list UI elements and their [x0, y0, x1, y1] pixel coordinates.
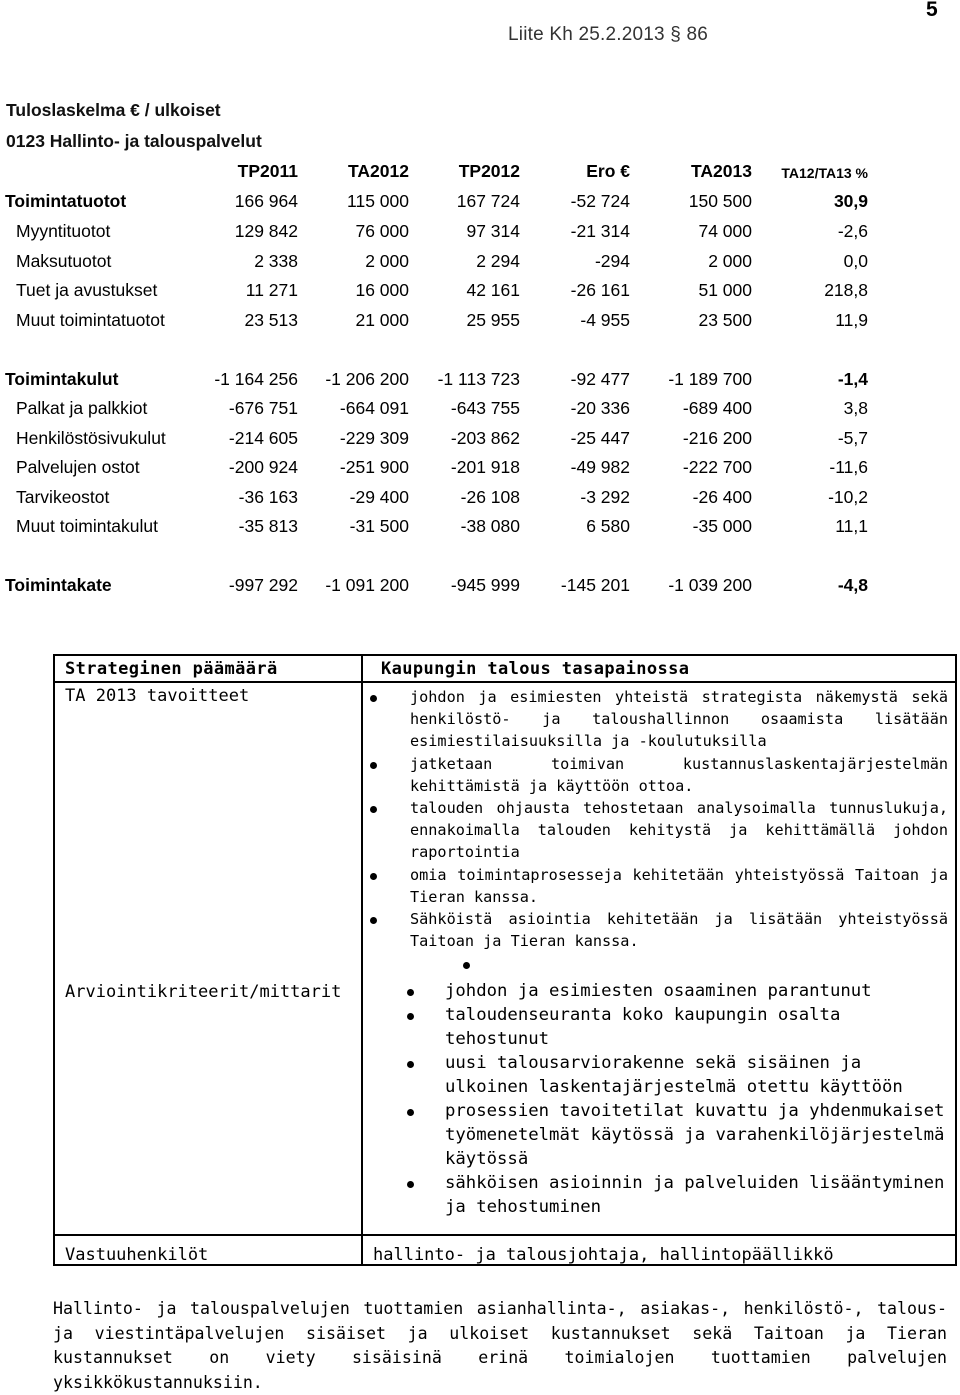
cell: -145 201	[560, 575, 630, 595]
list-item: sähköisen asioinnin ja palveluiden lisääntyminen ja tehostuminen	[445, 1171, 945, 1219]
cell: -20 336	[570, 398, 630, 418]
row-divider	[55, 681, 955, 683]
cell: 166 964	[234, 191, 298, 211]
row-label: Tarvikeostot	[16, 487, 110, 507]
cell: 218,8	[824, 280, 868, 300]
cell: -35 000	[692, 516, 752, 536]
bullet-icon	[370, 917, 377, 924]
cell: 2 294	[476, 251, 520, 271]
bullet-icon	[463, 962, 470, 969]
cell: -29 400	[349, 487, 409, 507]
cell: -38 080	[460, 516, 520, 536]
cell: -997 292	[228, 575, 298, 595]
cell: -26 400	[692, 487, 752, 507]
column-header: TA2012	[348, 161, 409, 181]
cell: 2 000	[708, 251, 752, 271]
table-row	[0, 428, 960, 454]
cell: -1 206 200	[325, 369, 409, 389]
bullet-icon	[407, 1061, 414, 1068]
table-row	[0, 398, 960, 424]
column-header: TP2012	[458, 161, 520, 181]
page-number: 5	[926, 0, 938, 21]
table-row	[0, 310, 960, 336]
strategy-table	[53, 654, 957, 1266]
cell: -31 500	[349, 516, 409, 536]
cell: -1 039 200	[668, 575, 752, 595]
cell: -1 164 256	[214, 369, 298, 389]
row-label: Tuet ja avustukset	[16, 280, 158, 300]
row-label: Toimintakulut	[5, 369, 119, 389]
table-row	[0, 516, 960, 542]
bullet-icon	[407, 1109, 414, 1116]
cell: 150 500	[688, 191, 752, 211]
cell: -664 091	[339, 398, 409, 418]
list-item: johdon ja esimiesten yhteistä strategista näkemystä sekä henkilöstö- ja taloushallinnon osaamista lisätään esimiestilaisuuksilla ja -koulutuksilla	[410, 686, 948, 753]
cell: 76 000	[355, 221, 409, 241]
table-row-income-total	[0, 191, 960, 217]
row-label: Myyntituotot	[16, 221, 111, 241]
row-label: Toimintakate	[5, 575, 112, 595]
cell: -11,6	[829, 457, 868, 477]
bullet-icon	[370, 695, 377, 702]
footnote: Hallinto- ja talouspalvelujen tuottamien asianhallinta-, asiakas-, henkilöstö-, talous- ja viestintäpalvelujen sisäiset ja ulkoiset kustannukset sekä Taitoan ja Tieran kustannukset on viety sisäisinä erinä toimialojen tuottamien palvelujen yksikkökustannuksiin.	[53, 1299, 947, 1392]
cell: 74 000	[698, 221, 752, 241]
row-label: Palkat ja palkkiot	[16, 398, 148, 418]
table-row	[0, 251, 960, 277]
cell: 115 000	[347, 191, 409, 211]
cell: 42 161	[466, 280, 520, 300]
goal-label: Strateginen päämäärä	[65, 659, 278, 679]
cell: 2 000	[365, 251, 409, 271]
report-title: Tuloslaskelma € / ulkoiset	[6, 100, 221, 120]
cell: 25 955	[466, 310, 520, 330]
list-item: talouden ohjausta tehostetaan analysoimalla tunnuslukuja, ennakoimalla talouden kehitystä ja kehittämällä johdon raportointia	[410, 797, 948, 864]
cell: -25 447	[570, 428, 630, 448]
cell: -1 091 200	[325, 575, 409, 595]
cell: 3,8	[843, 398, 868, 418]
list-item: prosessien tavoitetilat kuvattu ja yhdenmukaiset työmenetelmät käytössä ja varahenkilöjärjestelmä käytössä	[445, 1099, 945, 1171]
bullet-icon	[370, 873, 377, 880]
cell: -200 924	[228, 457, 298, 477]
cell: 21 000	[355, 310, 409, 330]
cell: -4,8	[837, 575, 868, 595]
cell: -35 813	[238, 516, 298, 536]
table-row-operating-margin	[0, 575, 960, 601]
bullet-icon	[407, 1181, 414, 1188]
cell: -201 918	[450, 457, 520, 477]
cell: -643 755	[450, 398, 520, 418]
row-label: Maksutuotot	[16, 251, 112, 271]
cell: -214 605	[228, 428, 298, 448]
row-label: Muut toimintatuotot	[16, 310, 165, 330]
bullet-icon	[407, 1013, 414, 1020]
cell: -36 163	[238, 487, 298, 507]
table-row	[0, 221, 960, 247]
list-item: omia toimintaprosesseja kehitetään yhteistyössä Taitoan ja Tieran kanssa.	[410, 864, 948, 908]
bullet-icon	[370, 806, 377, 813]
cell: 0,0	[843, 251, 868, 271]
criteria-list	[445, 979, 945, 1219]
cell: -1,4	[837, 369, 868, 389]
cell: 129 842	[234, 221, 298, 241]
cell: -26 161	[570, 280, 630, 300]
cell: -3 292	[580, 487, 630, 507]
bullet-icon	[370, 762, 377, 769]
cell: -2,6	[837, 221, 868, 241]
cell: 2 338	[254, 251, 298, 271]
list-item: taloudenseuranta koko kaupungin osalta tehostunut	[445, 1003, 945, 1051]
cell: -222 700	[682, 457, 752, 477]
responsible-label: Vastuuhenkilöt	[65, 1245, 209, 1265]
row-label: Palvelujen ostot	[16, 457, 140, 477]
list-item: Sähköistä asiointia kehitetään ja lisätään yhteistyössä Taitoan ja Tieran kanssa.	[410, 908, 948, 952]
cell: -52 724	[570, 191, 630, 211]
row-divider	[55, 1234, 955, 1236]
cell: 97 314	[466, 221, 520, 241]
table-header	[0, 161, 960, 187]
column-header: TP2011	[237, 161, 298, 181]
cell: -5,7	[837, 428, 868, 448]
cell: -251 900	[339, 457, 409, 477]
cell: -945 999	[450, 575, 520, 595]
cell: -1 189 700	[668, 369, 752, 389]
list-item: johdon ja esimiesten osaaminen parantunut	[445, 979, 945, 1003]
attachment-label: Liite Kh 25.2.2013 § 86	[508, 24, 709, 45]
cell: 30,9	[833, 191, 868, 211]
cell: -1 113 723	[437, 369, 520, 389]
table-row	[0, 457, 960, 483]
cell: -92 477	[570, 369, 630, 389]
cell: -4 955	[580, 310, 630, 330]
cell: -676 751	[228, 398, 298, 418]
list-item: jatketaan toimivan kustannuslaskentajärjestelmän kehittämistä ja käyttöön ottoa.	[410, 753, 948, 797]
cell: 167 724	[456, 191, 520, 211]
cell: -10,2	[828, 487, 868, 507]
row-label: Muut toimintakulut	[16, 516, 159, 536]
cell: -689 400	[682, 398, 752, 418]
cell: -21 314	[570, 221, 630, 241]
cell: 23 513	[244, 310, 298, 330]
bullet-icon	[407, 989, 414, 996]
list-item: uusi talousarviorakenne sekä sisäinen ja ulkoinen laskentajärjestelmä otettu käyttöön	[445, 1051, 945, 1099]
column-header: TA12/TA13 %	[781, 165, 868, 181]
targets-label: TA 2013 tavoitteet	[65, 686, 250, 706]
unit-title: 0123 Hallinto- ja talouspalvelut	[6, 131, 262, 151]
row-label: Toimintatuotot	[5, 191, 127, 211]
column-divider	[361, 656, 363, 1264]
cell: 6 580	[586, 516, 630, 536]
cell: 23 500	[698, 310, 752, 330]
row-label: Henkilöstösivukulut	[16, 428, 166, 448]
cell: 16 000	[355, 280, 409, 300]
cell: -294	[594, 251, 630, 271]
cell: -203 862	[450, 428, 520, 448]
cell: -26 108	[460, 487, 520, 507]
cell: -229 309	[339, 428, 409, 448]
table-row	[0, 487, 960, 513]
cell: 11,9	[835, 310, 868, 330]
cell: 51 000	[698, 280, 752, 300]
table-row-expenses-total	[0, 369, 960, 395]
cell: 11 271	[245, 280, 298, 300]
column-header: Ero €	[586, 161, 630, 181]
cell: -49 982	[570, 457, 630, 477]
responsible-value: hallinto- ja talousjohtaja, hallintopäällikkö	[373, 1245, 834, 1265]
cell: -216 200	[682, 428, 752, 448]
criteria-label: Arviointikriteerit/mittarit	[65, 982, 342, 1002]
table-row	[0, 280, 960, 306]
goal-value: Kaupungin talous tasapainossa	[381, 659, 690, 679]
column-header: TA2013	[691, 161, 752, 181]
targets-list	[410, 686, 948, 952]
cell: 11,1	[835, 516, 868, 536]
